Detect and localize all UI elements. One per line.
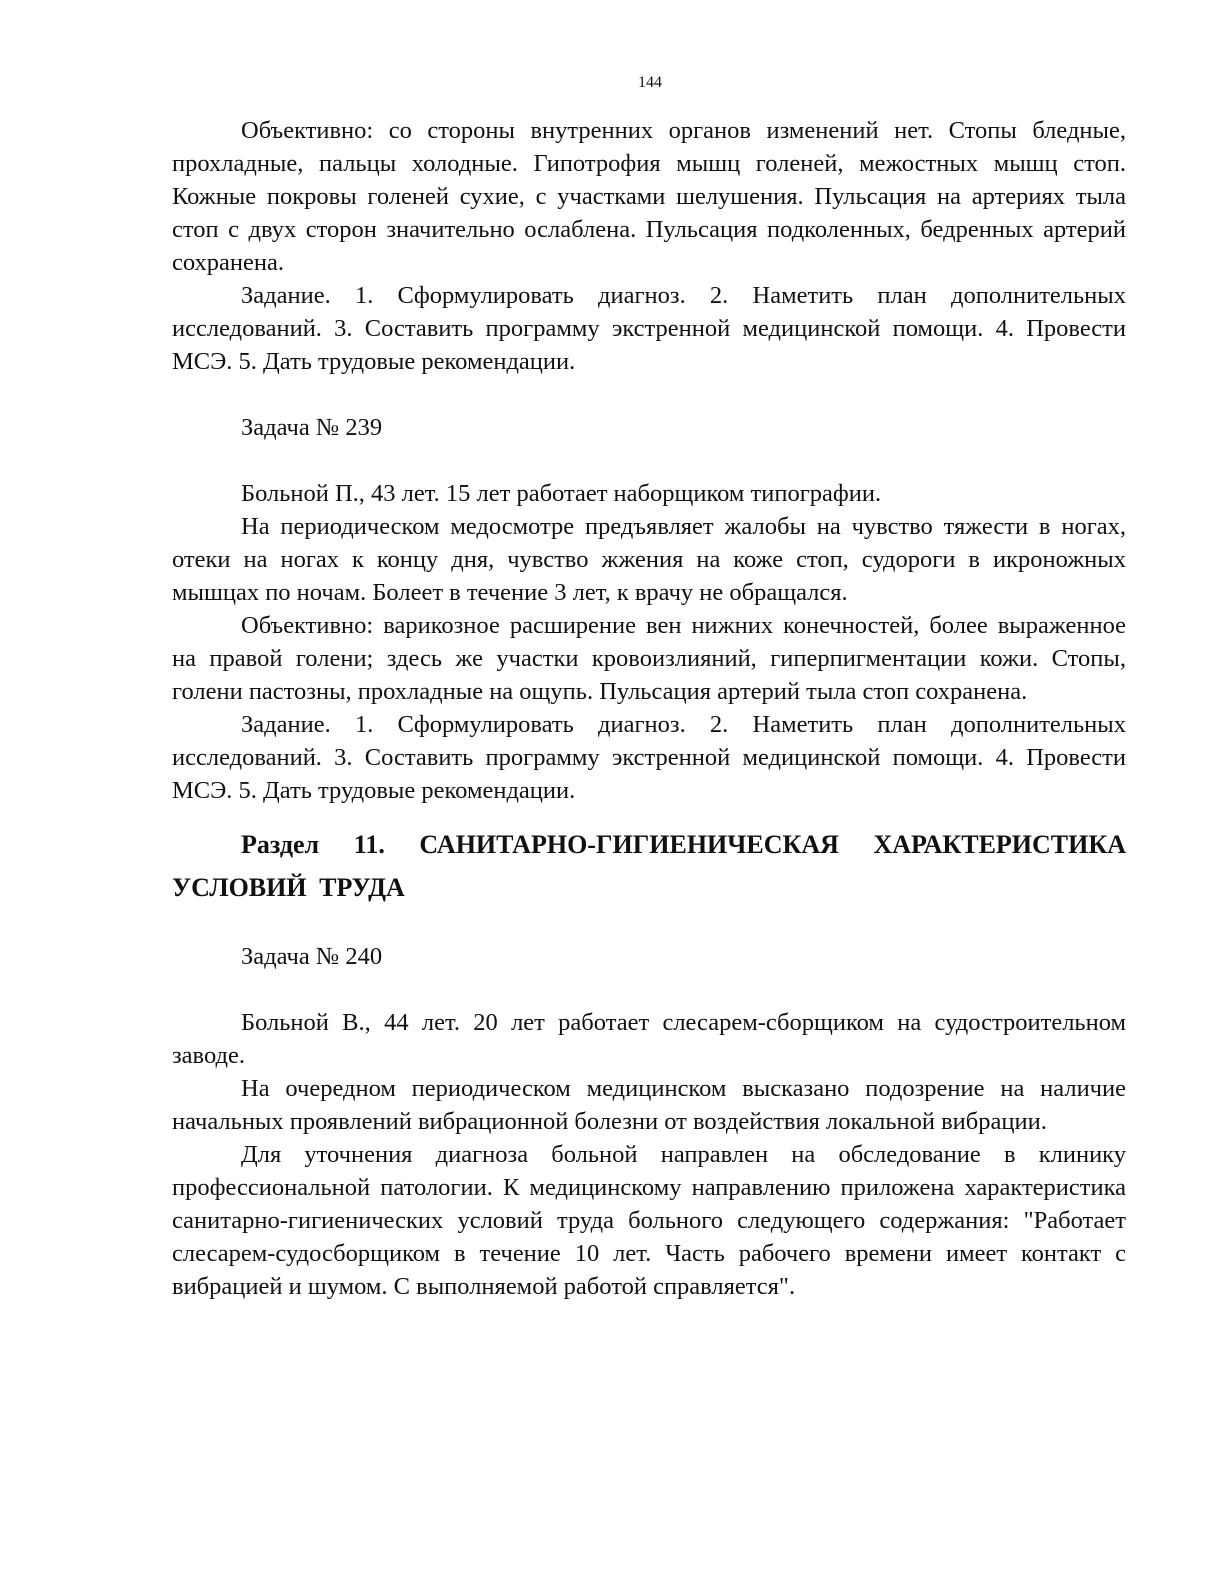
problem-239-task: Задание. 1. Сформулировать диагноз. 2. Наметить план дополнительных исследований. 3. Составить программу экстренной медицинской помощи. 4. Провести МСЭ. 5. Дать трудовые рекомендации. <box>172 711 1126 804</box>
spacer <box>172 807 1126 823</box>
objective-paragraph: Объективно: со стороны внутренних органов изменений нет. Стопы бледные, прохладные, пальцы холодные. Гипотрофия мышц голеней, межостных мышц стоп. Кожные покровы голеней сухие, с участками шелушения. Пульсация на артериях тыла стоп с двух сторон значительно ослаблена. Пульсация подколенных, бедренных артерий сохранена. <box>172 117 1126 276</box>
spacer <box>172 444 1126 477</box>
section-11-heading: Раздел 11. САНИТАРНО-ГИГИЕНИЧЕСКАЯ ХАРАКТЕРИСТИКА УСЛОВИЙ ТРУДА <box>172 830 1126 902</box>
problem-239-heading: Задача № 239 <box>241 414 383 441</box>
problem-239-complaints: На периодическом медосмотре предъявляет жалобы на чувство тяжести в ногах, отеки на ногах к концу дня, чувство жжения на коже стоп, судороги в икроножных мышцах по ночам. Болеет в течение 3 лет, к врачу не обращался. <box>172 513 1126 606</box>
task-paragraph: Задание. 1. Сформулировать диагноз. 2. Наметить план дополнительных исследований. 3. Составить программу экстренной медицинской помощи. 4. Провести МСЭ. 5. Дать трудовые рекомендации. <box>172 282 1126 375</box>
problem-240-suspicion: На очередном периодическом медицинском высказано подозрение на наличие начальных проявлений вибрационной болезни от воздействия локальной вибрации. <box>172 1075 1126 1135</box>
page-number: 144 <box>638 74 662 91</box>
page-content <box>172 114 1126 1303</box>
problem-240-patient: Больной В., 44 лет. 20 лет работает слесарем-сборщиком на судостроительном заводе. <box>172 1009 1126 1069</box>
spacer <box>172 378 1126 411</box>
problem-240-referral: Для уточнения диагноза больной направлен на обследование в клинику профессиональной патологии. К медицинскому направлению приложена характеристика санитарно-гигиенических условий труда больного следующего содержания: "Работает слесарем-судосборщиком в течение 10 лет. Часть рабочего времени имеет контакт с вибрацией и шумом. С выполняемой работой справляется". <box>172 1141 1126 1300</box>
problem-239-patient: Больной П., 43 лет. 15 лет работает наборщиком типографии. <box>241 480 882 507</box>
problem-239-objective: Объективно: варикозное расширение вен нижних конечностей, более выраженное на правой голени; здесь же участки кровоизлияний, гиперпигментации кожи. Стопы, голени пастозны, прохладные на ощупь. Пульсация артерий тыла стоп сохранена. <box>172 612 1126 705</box>
spacer <box>172 909 1126 940</box>
spacer <box>172 973 1126 1006</box>
problem-240-heading: Задача № 240 <box>241 943 383 970</box>
